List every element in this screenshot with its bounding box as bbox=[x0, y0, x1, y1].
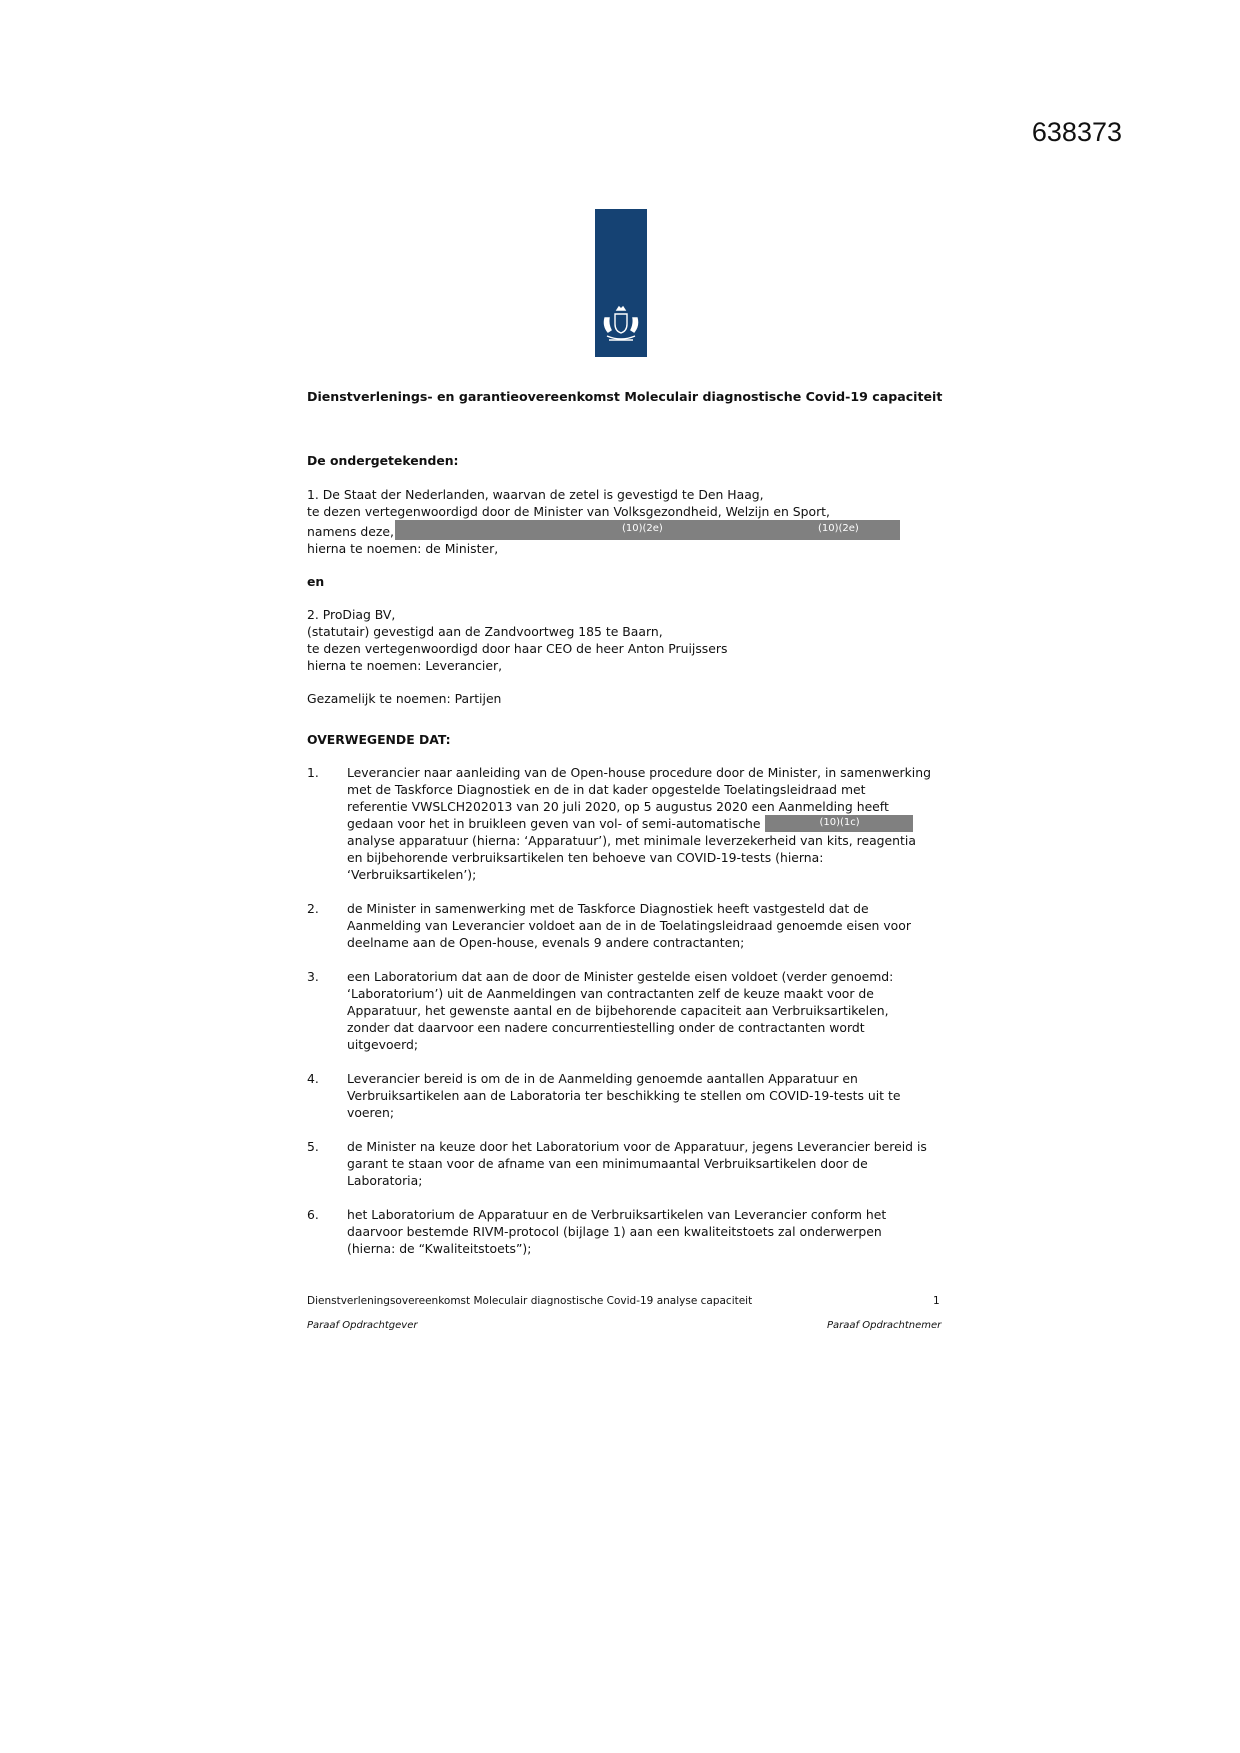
party1-line4: hierna te noemen: de Minister, bbox=[307, 541, 499, 556]
item-line: een Laboratorium dat aan de door de Minister gestelde eisen voldoet (verder genoemd: bbox=[347, 969, 894, 984]
item-line: voeren; bbox=[347, 1105, 395, 1120]
item-number: 4. bbox=[307, 1071, 319, 1086]
item-line: Aanmelding van Leverancier voldoet aan de in de Toelatingsleidraad genoemde eisen voor bbox=[347, 918, 911, 933]
item-line: met de Taskforce Diagnostiek en de in dat kader opgestelde Toelatingsleidraad met bbox=[347, 782, 866, 797]
party1-line2: te dezen vertegenwoordigd door de Minister van Volksgezondheid, Welzijn en Sport, bbox=[307, 504, 830, 519]
item-number: 2. bbox=[307, 901, 319, 916]
item-line: garant te staan voor de afname van een minimumaantal Verbruiksartikelen door de bbox=[347, 1156, 868, 1171]
redaction-box bbox=[395, 520, 900, 540]
considerations-heading: OVERWEGENDE DAT: bbox=[307, 732, 451, 747]
party1-line1: 1. De Staat der Nederlanden, waarvan de zetel is gevestigd te Den Haag, bbox=[307, 487, 764, 502]
redaction-label: (10)(1c) bbox=[819, 817, 860, 828]
consideration-item bbox=[307, 764, 942, 883]
coat-of-arms-icon bbox=[599, 304, 643, 348]
item-line: ‘Verbruiksartikelen’); bbox=[347, 867, 477, 882]
item-line-prefix: gedaan voor het in bruikleen geven van vol- of semi-automatische bbox=[347, 816, 761, 831]
item-line: Verbruiksartikelen aan de Laboratoria ter beschikking te stellen om COVID-19-tests uit te bbox=[347, 1088, 901, 1103]
item-line: Apparatuur, het gewenste aantal en de bijbehorende capaciteit aan Verbruiksartikelen, bbox=[347, 1003, 889, 1018]
consideration-item bbox=[307, 968, 942, 1053]
consideration-item bbox=[307, 1206, 942, 1257]
item-line: deelname aan de Open-house, evenals 9 andere contractanten; bbox=[347, 935, 745, 950]
and-word: en bbox=[307, 574, 325, 589]
item-line: de Minister in samenwerking met de Taskforce Diagnostiek heeft vastgesteld dat de bbox=[347, 901, 869, 916]
item-line: de Minister na keuze door het Laboratorium voor de Apparatuur, jegens Leverancier bereid is bbox=[347, 1139, 927, 1154]
redaction-label: (10)(2e) bbox=[621, 523, 663, 534]
document-title: Dienstverlenings- en garantieovereenkomst Moleculair diagnostische Covid-19 capaciteit bbox=[307, 389, 943, 404]
item-line: Laboratoria; bbox=[347, 1173, 423, 1188]
party2-line2: (statutair) gevestigd aan de Zandvoortweg 185 te Baarn, bbox=[307, 624, 663, 639]
party1-namens: namens deze, bbox=[307, 524, 394, 539]
consideration-item bbox=[307, 1070, 942, 1121]
redaction-box bbox=[765, 815, 913, 832]
party2-line1: 2. ProDiag BV, bbox=[307, 607, 396, 622]
item-line: (hierna: de “Kwaliteitstoets”); bbox=[347, 1241, 532, 1256]
page-number: 1 bbox=[933, 1295, 940, 1307]
consideration-item bbox=[307, 1138, 942, 1189]
jointly-line: Gezamelijk te noemen: Partijen bbox=[307, 691, 502, 706]
document-number: 638373 bbox=[1031, 117, 1122, 147]
item-line: het Laboratorium de Apparatuur en de Verbruiksartikelen van Leverancier conform het bbox=[347, 1207, 887, 1222]
item-line: referentie VWSLCH202013 van 20 juli 2020, op 5 augustus 2020 een Aanmelding heeft bbox=[347, 799, 889, 814]
item-line: ‘Laboratorium’) uit de Aanmeldingen van contractanten zelf de keuze maakt voor de bbox=[347, 986, 874, 1001]
item-number: 3. bbox=[307, 969, 319, 984]
party1-line3 bbox=[307, 520, 942, 540]
item-line: Leverancier bereid is om de in de Aanmelding genoemde aantallen Apparatuur en bbox=[347, 1071, 858, 1086]
item-line: Leverancier naar aanleiding van de Open-house procedure door de Minister, in samenwerking bbox=[347, 765, 931, 780]
item-line: en bijbehorende verbruiksartikelen ten behoeve van COVID-19-tests (hierna: bbox=[347, 850, 824, 865]
redaction-label: (10)(2e) bbox=[817, 523, 859, 534]
consideration-item bbox=[307, 900, 942, 951]
party2-line4: hierna te noemen: Leverancier, bbox=[307, 658, 503, 673]
item-line: zonder dat daarvoor een nadere concurrentiestelling onder de contractanten wordt bbox=[347, 1020, 865, 1035]
party2-line3: te dezen vertegenwoordigd door haar CEO de heer Anton Pruijssers bbox=[307, 641, 728, 656]
item-number: 5. bbox=[307, 1139, 319, 1154]
item-line: daarvoor bestemde RIVM-protocol (bijlage 1) aan een kwaliteitstoets zal onderwerpen bbox=[347, 1224, 882, 1239]
parties-heading: De ondergetekenden: bbox=[307, 453, 459, 468]
parties-section bbox=[307, 452, 942, 1274]
item-line: analyse apparatuur (hierna: ‘Apparatuur’), met minimale leverzekerheid van kits, reagentia bbox=[347, 833, 916, 848]
footer-title: Dienstverleningsovereenkomst Moleculair diagnostische Covid-19 analyse capaciteit bbox=[307, 1295, 753, 1307]
item-line: uitgevoerd; bbox=[347, 1037, 419, 1052]
initials-client: Paraaf Opdrachtgever bbox=[307, 1320, 418, 1331]
item-line bbox=[347, 815, 942, 832]
item-number: 6. bbox=[307, 1207, 319, 1222]
government-logo bbox=[595, 209, 647, 357]
initials-contractor: Paraaf Opdrachtnemer bbox=[827, 1320, 942, 1331]
item-number: 1. bbox=[307, 765, 319, 780]
